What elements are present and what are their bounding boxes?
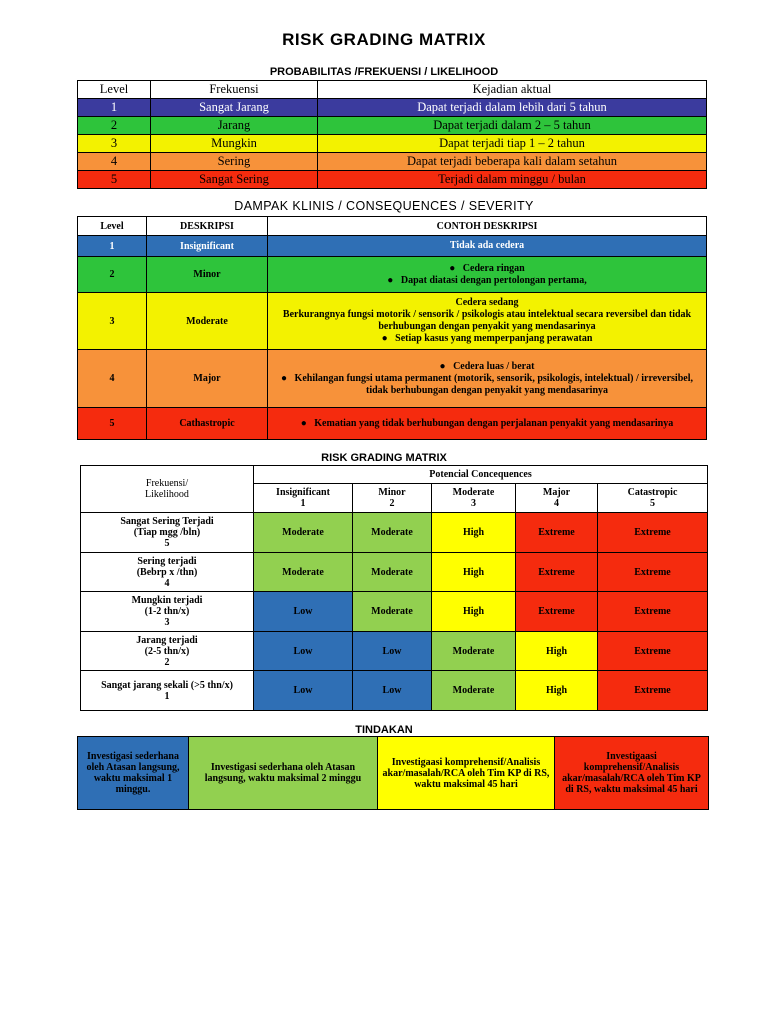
action-cell-moderate: Investigasi sederhana oleh Atasan langsung, waktu maksimal 2 minggu: [189, 737, 378, 810]
example-cell: [268, 293, 707, 350]
table-row: [78, 293, 707, 350]
table-row: [81, 671, 708, 711]
description-cell: Dapat terjadi dalam 2 – 5 tahun: [318, 117, 707, 135]
table-row: [78, 236, 707, 257]
column-header: Insignificant 1: [254, 484, 353, 513]
level-cell: 5: [78, 408, 147, 440]
risk-cell: High: [432, 592, 516, 632]
matrix-heading: RISK GRADING MATRIX: [321, 452, 447, 464]
table-row: [78, 408, 707, 440]
likelihood-header: Frekuensi/ Likelihood: [81, 466, 254, 513]
table-row: [78, 153, 707, 171]
example-line: ● Cedera ringan: [449, 262, 525, 274]
risk-cell: Low: [353, 632, 432, 671]
example-cell: [268, 257, 707, 293]
risk-cell: Extreme: [598, 592, 708, 632]
description-cell: Dapat terjadi tiap 1 – 2 tahun: [318, 135, 707, 153]
severity-cell: Major: [147, 350, 268, 408]
risk-cell: Low: [254, 592, 353, 632]
severity-cell: Insignificant: [147, 236, 268, 257]
tindakan-heading: TINDAKAN: [355, 724, 413, 736]
level-cell: 1: [78, 99, 151, 117]
frequency-cell: Sering: [151, 153, 318, 171]
table-row: [78, 350, 707, 408]
example-cell: [268, 236, 707, 257]
example-cell: [268, 408, 707, 440]
risk-cell: Moderate: [432, 632, 516, 671]
likelihood-cell: Jarang terjadi (2-5 thn/x) 2: [81, 632, 254, 671]
table-header-row: [78, 217, 707, 236]
example-line: Cedera sedang: [455, 297, 519, 308]
level-cell: 2: [78, 117, 151, 135]
risk-cell: High: [516, 632, 598, 671]
table-row: [78, 135, 707, 153]
action-cell-extreme: Investigaasi komprehensif/Analisis akar/masalah/RCA oleh Tim KP di RS, waktu maksimal 45 hari: [555, 737, 709, 810]
probability-heading: PROBABILITAS /FREKUENSI / LIKELIHOOD: [269, 66, 499, 78]
likelihood-cell: Sangat Sering Terjadi (Tiap mgg /bln) 5: [81, 513, 254, 553]
table-row: [81, 513, 708, 553]
description-cell: Terjadi dalam minggu / bulan: [318, 171, 707, 189]
risk-cell: Extreme: [598, 632, 708, 671]
likelihood-cell: Sering terjadi (Bebrp x /thn) 4: [81, 553, 254, 592]
table-header-row: [81, 466, 708, 484]
action-cell-low: Investigasi sederhana oleh Atasan langsung, waktu maksimal 1 minggu.: [78, 737, 189, 810]
action-table: [77, 736, 709, 810]
header-deskripsi: DESKRIPSI: [147, 217, 268, 236]
risk-cell: Moderate: [254, 553, 353, 592]
severity-cell: Cathastropic: [147, 408, 268, 440]
header-kejadian: Kejadian aktual: [318, 81, 707, 99]
severity-cell: Minor: [147, 257, 268, 293]
table-row: [78, 737, 709, 810]
frequency-cell: Mungkin: [151, 135, 318, 153]
risk-cell: Moderate: [254, 513, 353, 553]
risk-cell: Extreme: [598, 513, 708, 553]
likelihood-cell: Sangat jarang sekali (>5 thn/x) 1: [81, 671, 254, 711]
level-cell: 4: [78, 153, 151, 171]
description-cell: Dapat terjadi dalam lebih dari 5 tahun: [318, 99, 707, 117]
table-row: [78, 117, 707, 135]
risk-matrix-table: [80, 465, 708, 711]
example-line: ● Kehilangan fungsi utama permanent (motorik, sensorik, psikologis, intelektual) / irreversibel, tidak berhubungan dengan penyakit yang mendasarinya: [281, 372, 693, 396]
risk-cell: Low: [254, 632, 353, 671]
table-row: [78, 99, 707, 117]
table-header-row: [78, 81, 707, 99]
level-cell: 5: [78, 171, 151, 189]
risk-cell: Extreme: [598, 671, 708, 711]
page-title: RISK GRADING MATRIX: [282, 30, 486, 49]
level-cell: 3: [78, 293, 147, 350]
header-level: Level: [78, 217, 147, 236]
risk-cell: Extreme: [516, 553, 598, 592]
example-line: Tidak ada cedera: [449, 240, 525, 251]
example-line: ● Kematian yang tidak berhubungan dengan perjalanan penyakit yang mendasarinya: [300, 417, 674, 429]
table-row: [78, 257, 707, 293]
column-header: Catastropic 5: [598, 484, 708, 513]
risk-cell: Moderate: [353, 592, 432, 632]
risk-cell: Moderate: [353, 513, 432, 553]
column-header: Minor 2: [353, 484, 432, 513]
severity-heading: DAMPAK KLINIS / CONSEQUENCES / SEVERITY: [234, 199, 534, 213]
example-line: ● Setiap kasus yang memperpanjang perawatan: [381, 333, 593, 344]
consequences-header: Potencial Concequences: [254, 466, 708, 484]
frequency-cell: Sangat Sering: [151, 171, 318, 189]
probability-table: [77, 80, 707, 189]
risk-cell: Low: [254, 671, 353, 711]
example-cell: [268, 350, 707, 408]
level-cell: 3: [78, 135, 151, 153]
example-line: ● Cedera luas / berat: [439, 360, 535, 372]
column-header: Major 4: [516, 484, 598, 513]
severity-cell: Moderate: [147, 293, 268, 350]
risk-cell: Extreme: [516, 592, 598, 632]
risk-cell: Low: [353, 671, 432, 711]
risk-cell: High: [516, 671, 598, 711]
frequency-cell: Jarang: [151, 117, 318, 135]
risk-cell: High: [432, 553, 516, 592]
example-line: Berkurangnya fungsi motorik / sensorik / psikologis atau intelektual secara reversibel dan tidak berhubungan dengan penyakit yang mendasarinya: [282, 309, 692, 332]
level-cell: 4: [78, 350, 147, 408]
table-row: [81, 632, 708, 671]
likelihood-cell: Mungkin terjadi (1-2 thn/x) 3: [81, 592, 254, 632]
table-row: [81, 553, 708, 592]
example-line: ● Dapat diatasi dengan pertolongan pertama,: [387, 274, 587, 286]
level-cell: 1: [78, 236, 147, 257]
frequency-cell: Sangat Jarang: [151, 99, 318, 117]
severity-table: [77, 216, 707, 440]
table-row: [78, 171, 707, 189]
header-frekuensi: Frekuensi: [151, 81, 318, 99]
header-level: Level: [78, 81, 151, 99]
table-row: [81, 592, 708, 632]
column-header: Moderate 3: [432, 484, 516, 513]
risk-cell: Moderate: [353, 553, 432, 592]
header-contoh: CONTOH DESKRIPSI: [268, 217, 707, 236]
risk-cell: Extreme: [598, 553, 708, 592]
risk-cell: High: [432, 513, 516, 553]
description-cell: Dapat terjadi beberapa kali dalam setahun: [318, 153, 707, 171]
level-cell: 2: [78, 257, 147, 293]
action-cell-high: Investigaasi komprehensif/Analisis akar/masalah/RCA oleh Tim KP di RS, waktu maksimal 45 hari: [378, 737, 555, 810]
risk-cell: Extreme: [516, 513, 598, 553]
risk-cell: Moderate: [432, 671, 516, 711]
